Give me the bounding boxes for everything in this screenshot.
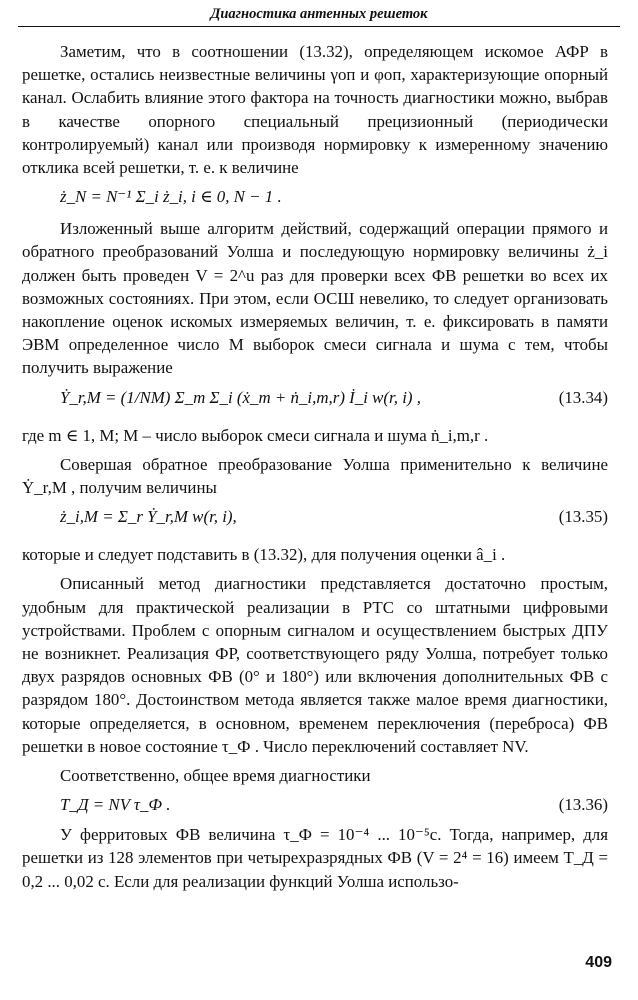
formula-normalization-expr: ż_N = N⁻¹ Σ_i ż_i, i ∈ 0, N − 1 . xyxy=(60,187,282,207)
equation-number-13-36: (13.36) xyxy=(558,795,608,815)
paragraph-4: Описанный метод диагностики представляется достаточно простым, удобным для практической реализации в РТС со штатными цифровыми устройствами. Проблем с опорным сигналом и осуществлением быстрых ДПУ не возникнет. Реализация ФР, соответствующего ряду Уолша, потребует только двух разрядов основных ФВ (0° и 180°) или включения дополнительных ФВ с разрядом 180°. Достоинством метода является также малое время диагностики, которые определяется, в основном, временем переключения (переброса) ФВ решетки в новое состояние τ_Ф . Число переключений составляет NV. xyxy=(22,574,608,756)
formula-normalization xyxy=(22,179,608,209)
formula-13-36-expr: T_Д = NV τ_Ф . xyxy=(60,795,171,815)
paragraph-3: Совершая обратное преобразование Уолша применительно к величине Ẏ_r,M , получим величины xyxy=(22,454,608,498)
page-number: 409 xyxy=(585,954,612,971)
formula-13-35-expr: ż_i,M = Σ_r Ẏ_r,M w(r, i), xyxy=(60,507,237,527)
formula-13-35 xyxy=(22,499,608,543)
paragraph-accordingly: Соответственно, общее время диагностики xyxy=(60,766,371,786)
formula-13-34 xyxy=(22,380,608,424)
running-head: Диагностика антенных решеток xyxy=(18,6,620,27)
formula-13-36 xyxy=(22,787,608,817)
equation-number-13-35: (13.35) xyxy=(558,507,608,527)
page-body xyxy=(22,40,608,893)
paragraph-which: которые и следует подставить в (13.32), для получения оценки â_i . xyxy=(22,545,506,565)
formula-13-34-expr: Ẏ_r,M = (1/NM) Σ_m Σ_i (ẋ_m + ṅ_i,m,r) İ_i w(r, i) , xyxy=(60,387,421,407)
paragraph-5: У ферритовых ФВ величина τ_Ф = 10⁻⁴ ... 10⁻⁵с. Тогда, например, для решетки из 128 элементов при четырехразрядных ФВ (V = 2⁴ = 16) имеем T_Д = 0,2 ... 0,02 с. Если для реализации функций Уолша использо- xyxy=(22,825,608,891)
paragraph-2: Изложенный выше алгоритм действий, содержащий операции прямого и обратного преобразований Уолша и последующую нормировку величины ż_i должен быть проведен V = 2^u раз для проверки всех ФВ решетки во всех их возможных состояниях. При этом, если ОСШ невелико, то следует организовать накопление оценок искомых измеряемых величин, т. е. фиксировать в памяти ЭВМ определенное число M выборок смеси сигнала и шума с тем, чтобы получить выражение xyxy=(22,219,608,378)
paragraph-1: Заметим, что в соотношении (13.32), определяющем искомое АФР в решетке, остались неизвестные величины γоп и φоп, характеризующие опорный канал. Ослабить влияние этого фактора на точность диагностики можно, выбрав в качестве опорного специальный прецизионный (периодически контролируемый) канал или производя нормировку к измеренному значению отклика всей решетки, т. е. к величине xyxy=(22,42,608,178)
paragraph-where: где m ∈ 1, M; M – число выборок смеси сигнала и шума ṅ_i,m,r . xyxy=(22,425,489,445)
equation-number-13-34: (13.34) xyxy=(558,387,608,407)
